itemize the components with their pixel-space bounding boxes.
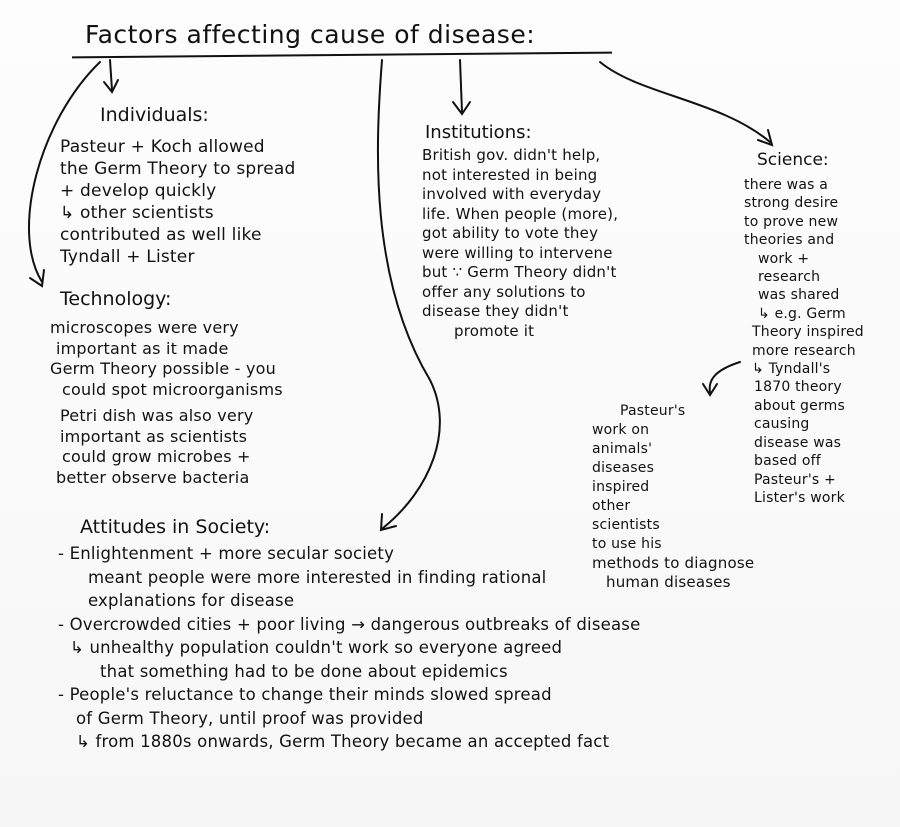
attitudes-line: of Germ Theory, until proof was provided bbox=[76, 708, 424, 728]
pasteur-note-line: to use his bbox=[592, 536, 662, 552]
attitudes-line: - People's reluctance to change their minds slowed spread bbox=[58, 685, 552, 704]
individuals-line: Pasteur + Koch allowed bbox=[60, 137, 265, 157]
individuals-line: + develop quickly bbox=[60, 181, 217, 201]
individuals-line: ↳ other scientists bbox=[60, 203, 214, 223]
individuals-heading: Individuals: bbox=[100, 104, 209, 126]
science-line: research bbox=[758, 269, 821, 286]
attitudes-line: ↳ unhealthy population couldn't work so everyone agreed bbox=[70, 638, 563, 657]
page-title: Factors affecting cause of disease: bbox=[85, 20, 536, 49]
technology-line: important as it made bbox=[56, 338, 229, 358]
science-line: Theory inspired bbox=[752, 324, 864, 341]
institutions-line: disease they didn't bbox=[422, 302, 569, 320]
science-line: there was a bbox=[744, 177, 829, 193]
institutions-line: were willing to intervene bbox=[422, 243, 613, 262]
attitudes-heading: Attitudes in Society: bbox=[80, 516, 271, 538]
individuals-line: contributed as well like bbox=[60, 225, 262, 245]
technology-line: better observe bacteria bbox=[56, 467, 250, 487]
science-line: to prove new bbox=[744, 213, 839, 230]
attitudes-line: - Overcrowded cities + poor living → dangerous outbreaks of disease bbox=[58, 614, 641, 634]
technology-line: could grow microbes + bbox=[62, 447, 251, 466]
science-line: about germs bbox=[754, 397, 845, 414]
arrow-to-pasteur-note bbox=[703, 362, 740, 395]
attitudes-text bbox=[58, 542, 640, 754]
institutions-line: not interested in being bbox=[422, 165, 598, 184]
science-heading: Science: bbox=[757, 150, 829, 170]
individuals-line: the Germ Theory to spread bbox=[60, 159, 296, 179]
arrow-to-science bbox=[600, 62, 772, 145]
institutions-line: British gov. didn't help, bbox=[422, 146, 601, 164]
institutions-line: but ∵ Germ Theory didn't bbox=[422, 263, 617, 281]
science-line: ↳ Tyndall's bbox=[752, 361, 831, 378]
institutions-line: life. When people (more), bbox=[422, 204, 619, 223]
pasteur-note-line: human diseases bbox=[606, 573, 731, 591]
pasteur-note-line: scientists bbox=[592, 517, 660, 533]
technology-line: microscopes were very bbox=[50, 318, 239, 337]
technology-line: could spot microorganisms bbox=[62, 379, 283, 399]
institutions-line: offer any solutions to bbox=[422, 282, 586, 301]
pasteur-note-line: diseases bbox=[592, 460, 655, 476]
pasteur-note-line: inspired bbox=[592, 479, 650, 495]
science-line: 1870 theory bbox=[754, 379, 842, 396]
science-line: Pasteur's + bbox=[754, 471, 836, 488]
technology-line: Petri dish was also very bbox=[60, 406, 254, 425]
individuals-line: Tyndall + Lister bbox=[60, 247, 195, 267]
technology-line: important as scientists bbox=[60, 426, 248, 446]
science-line: disease was bbox=[754, 434, 842, 451]
institutions-text bbox=[422, 146, 618, 341]
science-line: Lister's work bbox=[754, 489, 845, 506]
arrow-to-individuals bbox=[104, 60, 118, 92]
technology-line: Germ Theory possible - you bbox=[50, 359, 276, 378]
attitudes-line: explanations for disease bbox=[88, 591, 295, 610]
science-line: based off bbox=[754, 453, 821, 470]
technology-heading: Technology: bbox=[60, 288, 172, 310]
pasteur-note-line: animals' bbox=[592, 441, 653, 457]
science-line: ↳ e.g. Germ bbox=[758, 305, 846, 322]
science-line: work + bbox=[758, 250, 810, 267]
science-line: causing bbox=[754, 416, 810, 433]
institutions-line: got ability to vote they bbox=[422, 224, 599, 242]
pasteur-note-line: other bbox=[592, 498, 631, 514]
attitudes-line: ↳ from 1880s onwards, Germ Theory became an accepted fact bbox=[76, 732, 610, 751]
pasteur-note-line: methods to diagnose bbox=[592, 554, 755, 572]
technology-text bbox=[50, 318, 283, 488]
science-line: was shared bbox=[758, 287, 840, 304]
attitudes-line: that something had to be done about epidemics bbox=[100, 661, 508, 681]
pasteur-note-line: work on bbox=[592, 422, 650, 438]
institutions-line: promote it bbox=[454, 321, 535, 340]
science-line: strong desire bbox=[744, 195, 839, 212]
arrow-to-institutions bbox=[453, 60, 470, 114]
institutions-heading: Institutions: bbox=[425, 122, 532, 143]
science-line: theories and bbox=[744, 232, 835, 249]
institutions-line: involved with everyday bbox=[422, 185, 602, 203]
pasteur-note-line: Pasteur's bbox=[620, 403, 686, 419]
individuals-text bbox=[60, 136, 295, 268]
attitudes-line: meant people were more interested in finding rational bbox=[88, 567, 547, 587]
science-line: more research bbox=[752, 342, 856, 359]
attitudes-line: - Enlightenment + more secular society bbox=[58, 544, 395, 563]
science-text bbox=[744, 176, 864, 507]
